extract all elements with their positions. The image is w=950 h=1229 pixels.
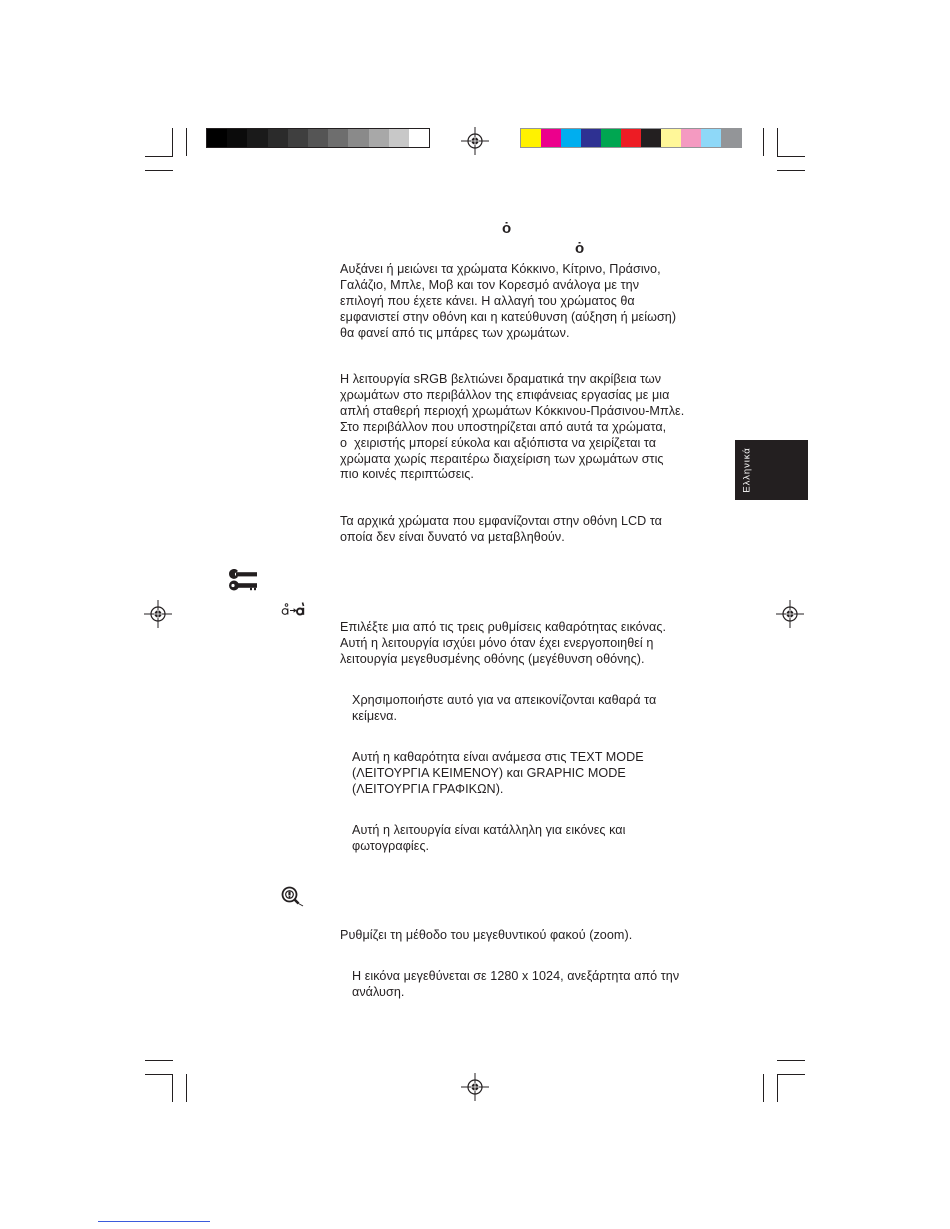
color-swatch xyxy=(721,129,741,147)
sharpness-option-description: Χρησιμοποιήστε αυτό για να απεικονίζονται καθαρά τα κείμενα. xyxy=(352,693,657,723)
color-swatch xyxy=(601,129,621,147)
crop-mark xyxy=(777,1074,805,1075)
crop-mark xyxy=(777,156,805,157)
sharpness-option-description: Αυτή η λειτουργία είναι κατάλληλη για εικόνες και φωτογραφίες. xyxy=(352,823,626,853)
crop-mark xyxy=(777,1074,778,1102)
zoom-option-description: Η εικόνα μεγεθύνεται σε 1280 x 1024, ανεξάρτητα από την ανάλυση. xyxy=(352,969,680,999)
grayscale-swatch xyxy=(288,129,308,147)
grayscale-swatch xyxy=(328,129,348,147)
zoom-description: Ρυθμίζει τη μέθοδο του μεγεθυντικού φακού (zoom). xyxy=(340,928,633,942)
sharpness-icon xyxy=(281,601,306,617)
crop-mark xyxy=(145,1074,173,1075)
sharpness-option-description: Αυτή η καθαρότητα είναι ανάμεσα στις TEXT MODE (ΛΕΙΤΟΥΡΓΙΑ ΚΕΙΜΕΝΟΥ) και GRAPHIC MODE (ΛΕΙΤΟΥΡΓΙΑ ΓΡΑΦΙΚΩΝ). xyxy=(352,750,644,796)
tools-icon xyxy=(228,569,258,592)
crop-mark xyxy=(777,170,805,171)
language-tab xyxy=(735,440,808,500)
color-swatch xyxy=(661,129,681,147)
color-swatch xyxy=(701,129,721,147)
grayscale-swatch xyxy=(308,129,328,147)
sharpness-description: Επιλέξτε μια από τις τρεις ρυθμίσεις καθαρότητας εικόνας. Αυτή η λειτουργία ισχύει μόνο όταν έχει ενεργοποιηθεί η λειτουργία μεγεθυσμένης οθόνης (μεγέθυνση οθόνης). xyxy=(340,620,667,666)
color-swatch xyxy=(561,129,581,147)
crop-mark xyxy=(172,1074,173,1102)
crop-mark xyxy=(145,170,173,171)
section-marker: ȯ xyxy=(502,220,512,237)
footer-rule xyxy=(98,1221,210,1222)
crop-mark xyxy=(763,1074,764,1102)
grayscale-swatch xyxy=(268,129,288,147)
registration-mark-icon xyxy=(776,600,804,628)
crop-mark xyxy=(777,128,778,156)
grayscale-swatch xyxy=(409,129,429,147)
srgb-description: Η λειτουργία sRGB βελτιώνει δραματικά την ακρίβεια των χρωμάτων στο περιβάλλον της επιφάνειας εργασίας με μια απλή σταθερή περιοχή χρωμάτων Κόκκινου-Πράσινου-Μπλε. Στο περιβάλλον που υποστηρίζεται από αυτά τα χρώματα, ο χειριστής μπορεί εύκολα και αξιόπιστα να χειρίζεται τα χρώματα χωρίς περαιτέρω διαχείριση των χρωμάτων στις πιο κοινές περιπτώσεις. xyxy=(340,372,685,482)
crop-mark xyxy=(172,128,173,156)
color-swatch xyxy=(641,129,661,147)
grayscale-swatch xyxy=(227,129,247,147)
crop-mark xyxy=(186,128,187,156)
grayscale-bar xyxy=(206,128,430,148)
crop-mark xyxy=(145,156,173,157)
color-swatch xyxy=(681,129,701,147)
crop-mark xyxy=(186,1074,187,1102)
color-swatch xyxy=(541,129,561,147)
color-bar xyxy=(520,128,742,148)
crop-mark xyxy=(777,1060,805,1061)
grayscale-swatch xyxy=(348,129,368,147)
grayscale-swatch xyxy=(207,129,227,147)
color-swatch xyxy=(521,129,541,147)
zoom-icon xyxy=(281,886,304,909)
grayscale-swatch xyxy=(389,129,409,147)
color-swatch xyxy=(621,129,641,147)
grayscale-swatch xyxy=(369,129,389,147)
native-description: Τα αρχικά χρώματα που εμφανίζονται στην οθόνη LCD τα οποία δεν είναι δυνατό να μεταβληθούν. xyxy=(340,514,663,544)
registration-mark-icon xyxy=(461,127,489,155)
language-tab-label: Ελληνικά xyxy=(741,447,753,493)
registration-mark-icon xyxy=(144,600,172,628)
registration-mark-icon xyxy=(461,1073,489,1101)
section-marker: ȯ xyxy=(575,240,585,257)
color-swatch xyxy=(581,129,601,147)
grayscale-swatch xyxy=(247,129,267,147)
crop-mark xyxy=(763,128,764,156)
crop-mark xyxy=(145,1060,173,1061)
color-control-description: Αυξάνει ή μειώνει τα χρώματα Κόκκινο, Κίτρινο, Πράσινο, Γαλάζιο, Μπλε, Μοβ και τον Κορεσμό ανάλογα με την επιλογή που έχετε κάνει. Η αλλαγή του χρώματος θα εμφανιστεί στην οθόνη και η κατεύθυνση (αύξηση ή μείωση) θα φανεί από τις μπάρες των χρωμάτων. xyxy=(340,262,677,340)
